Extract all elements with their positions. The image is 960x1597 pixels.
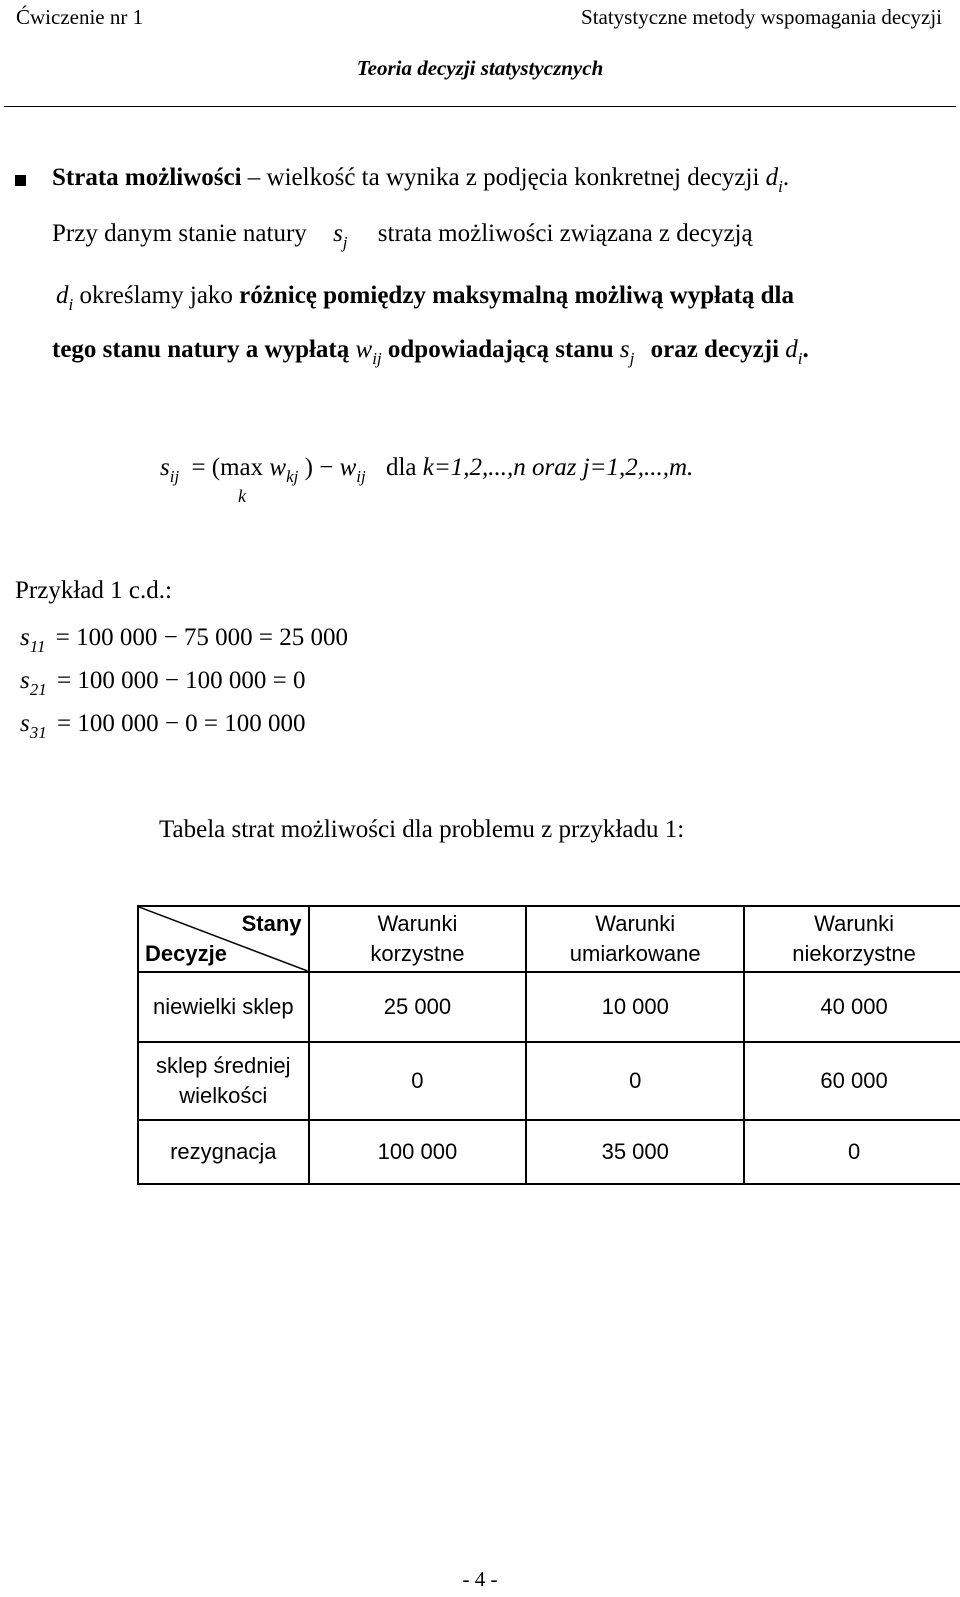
definition-line-3a: określamy jako xyxy=(79,282,233,309)
example-line-1 xyxy=(20,624,349,656)
definition-line-3 xyxy=(56,282,795,314)
table-cell: 60 000 xyxy=(744,1042,960,1120)
row-label-line1: sklep średniej xyxy=(156,1053,291,1078)
table-cell: 0 xyxy=(309,1042,527,1120)
symbol-i: i xyxy=(68,295,74,314)
symbol-w: w xyxy=(355,336,373,363)
example-expr: = 100 000 − 100 000 = 0 xyxy=(56,667,306,694)
table-cell: 0 xyxy=(744,1120,960,1184)
formula-w: w xyxy=(269,454,287,481)
table-row xyxy=(138,1042,960,1120)
table-cell: 100 000 xyxy=(309,1120,527,1184)
column-header xyxy=(309,906,527,972)
example-sub: 11 xyxy=(29,637,46,656)
definition-line-3-bold: różnicę pomiędzy maksymalną możliwą wypłatą dla xyxy=(239,282,795,309)
symbol-d: d xyxy=(56,282,69,309)
definition-term: Strata możliwości xyxy=(52,164,242,191)
table-corner-cell xyxy=(138,906,309,972)
header-rule xyxy=(4,106,956,107)
period: . xyxy=(802,336,809,363)
definition-line-4 xyxy=(52,336,809,368)
symbol-ij: ij xyxy=(372,349,382,368)
formula-w-sub: kj xyxy=(286,467,299,486)
row-label-line1: rezygnacja xyxy=(170,1139,277,1164)
example-line-2 xyxy=(20,667,306,699)
row-label xyxy=(138,1120,309,1184)
table-cell: 35 000 xyxy=(526,1120,744,1184)
definition-line-2a: Przy danym stanie natury xyxy=(52,220,307,247)
opportunity-loss-table xyxy=(137,905,960,1185)
table-row xyxy=(138,972,960,1042)
symbol-s: s xyxy=(333,220,343,247)
table-cell: 40 000 xyxy=(744,972,960,1042)
header-subtitle: Teoria decyzji statystycznych xyxy=(356,56,604,80)
formula-w2: w xyxy=(339,454,357,481)
example-sub: 21 xyxy=(29,680,47,699)
example-s: s xyxy=(20,667,30,694)
symbol-d: d xyxy=(765,164,779,191)
table-cell: 0 xyxy=(526,1042,744,1120)
formula-k-under: k xyxy=(238,486,246,506)
symbol-s: s xyxy=(619,336,630,363)
row-label xyxy=(138,1042,309,1120)
table-header-row xyxy=(138,906,960,972)
table-row xyxy=(138,1120,960,1184)
definition-line-4c: oraz decyzji xyxy=(650,336,780,363)
example-expr: = 100 000 − 75 000 = 25 000 xyxy=(55,624,349,651)
row-label-line2: wielkości xyxy=(179,1083,268,1108)
bullet-icon xyxy=(15,175,26,186)
definition-line-1 xyxy=(52,164,790,196)
page-number: - 4 - xyxy=(462,1567,498,1591)
formula-w2-sub: ij xyxy=(356,467,366,486)
period: . xyxy=(782,164,790,191)
formula-minus: ) − xyxy=(304,454,334,481)
formula xyxy=(160,454,694,486)
example-title: Przykład 1 c.d.: xyxy=(15,577,172,604)
column-header xyxy=(526,906,744,972)
table-cell: 10 000 xyxy=(526,972,744,1042)
column-header-line2: umiarkowane xyxy=(569,941,701,966)
column-header-line1: Warunki xyxy=(814,911,894,936)
example-line-3 xyxy=(20,710,306,742)
formula-s-sub: ij xyxy=(169,467,180,486)
example-s: s xyxy=(20,624,30,651)
header-left: Ćwiczenie nr 1 xyxy=(16,5,144,29)
formula-s: s xyxy=(160,454,170,481)
table-cell: 25 000 xyxy=(309,972,527,1042)
row-label-line1: niewielki sklep xyxy=(152,994,294,1019)
corner-decisions-label: Decyzje xyxy=(145,941,227,966)
header-right: Statystyczne metody wspomagania decyzji xyxy=(581,5,942,29)
symbol-j: j xyxy=(629,349,635,368)
column-header-line1: Warunki xyxy=(595,911,676,936)
definition-line-4a: tego stanu natury a wypłatą xyxy=(52,336,350,363)
example-expr: = 100 000 − 0 = 100 000 xyxy=(56,710,306,737)
symbol-i: i xyxy=(797,349,803,368)
definition-line-4b: odpowiadającą stanu xyxy=(387,336,614,363)
example-sub: 31 xyxy=(29,723,47,742)
column-header-line2: korzystne xyxy=(370,941,465,966)
symbol-d: d xyxy=(785,336,798,363)
corner-states-label: Stany xyxy=(241,911,302,936)
definition-line-2 xyxy=(52,220,753,252)
column-header xyxy=(744,906,960,972)
symbol-i: i xyxy=(778,177,783,196)
column-header-line2: niekorzystne xyxy=(792,941,916,966)
formula-range: k=1,2,...,n oraz j=1,2,...,m. xyxy=(422,454,694,481)
row-label xyxy=(138,972,309,1042)
definition-line-1-text: – wielkość ta wynika z podjęcia konkretnej decyzji xyxy=(247,164,760,191)
table-caption: Tabela strat możliwości dla problemu z przykładu 1: xyxy=(159,816,685,843)
formula-max: = (max xyxy=(191,454,264,481)
symbol-j: j xyxy=(342,233,348,252)
example-s: s xyxy=(20,710,30,737)
column-header-line1: Warunki xyxy=(377,911,458,936)
formula-dla: dla xyxy=(385,454,417,481)
definition-line-2b: strata możliwości związana z decyzją xyxy=(377,220,753,247)
